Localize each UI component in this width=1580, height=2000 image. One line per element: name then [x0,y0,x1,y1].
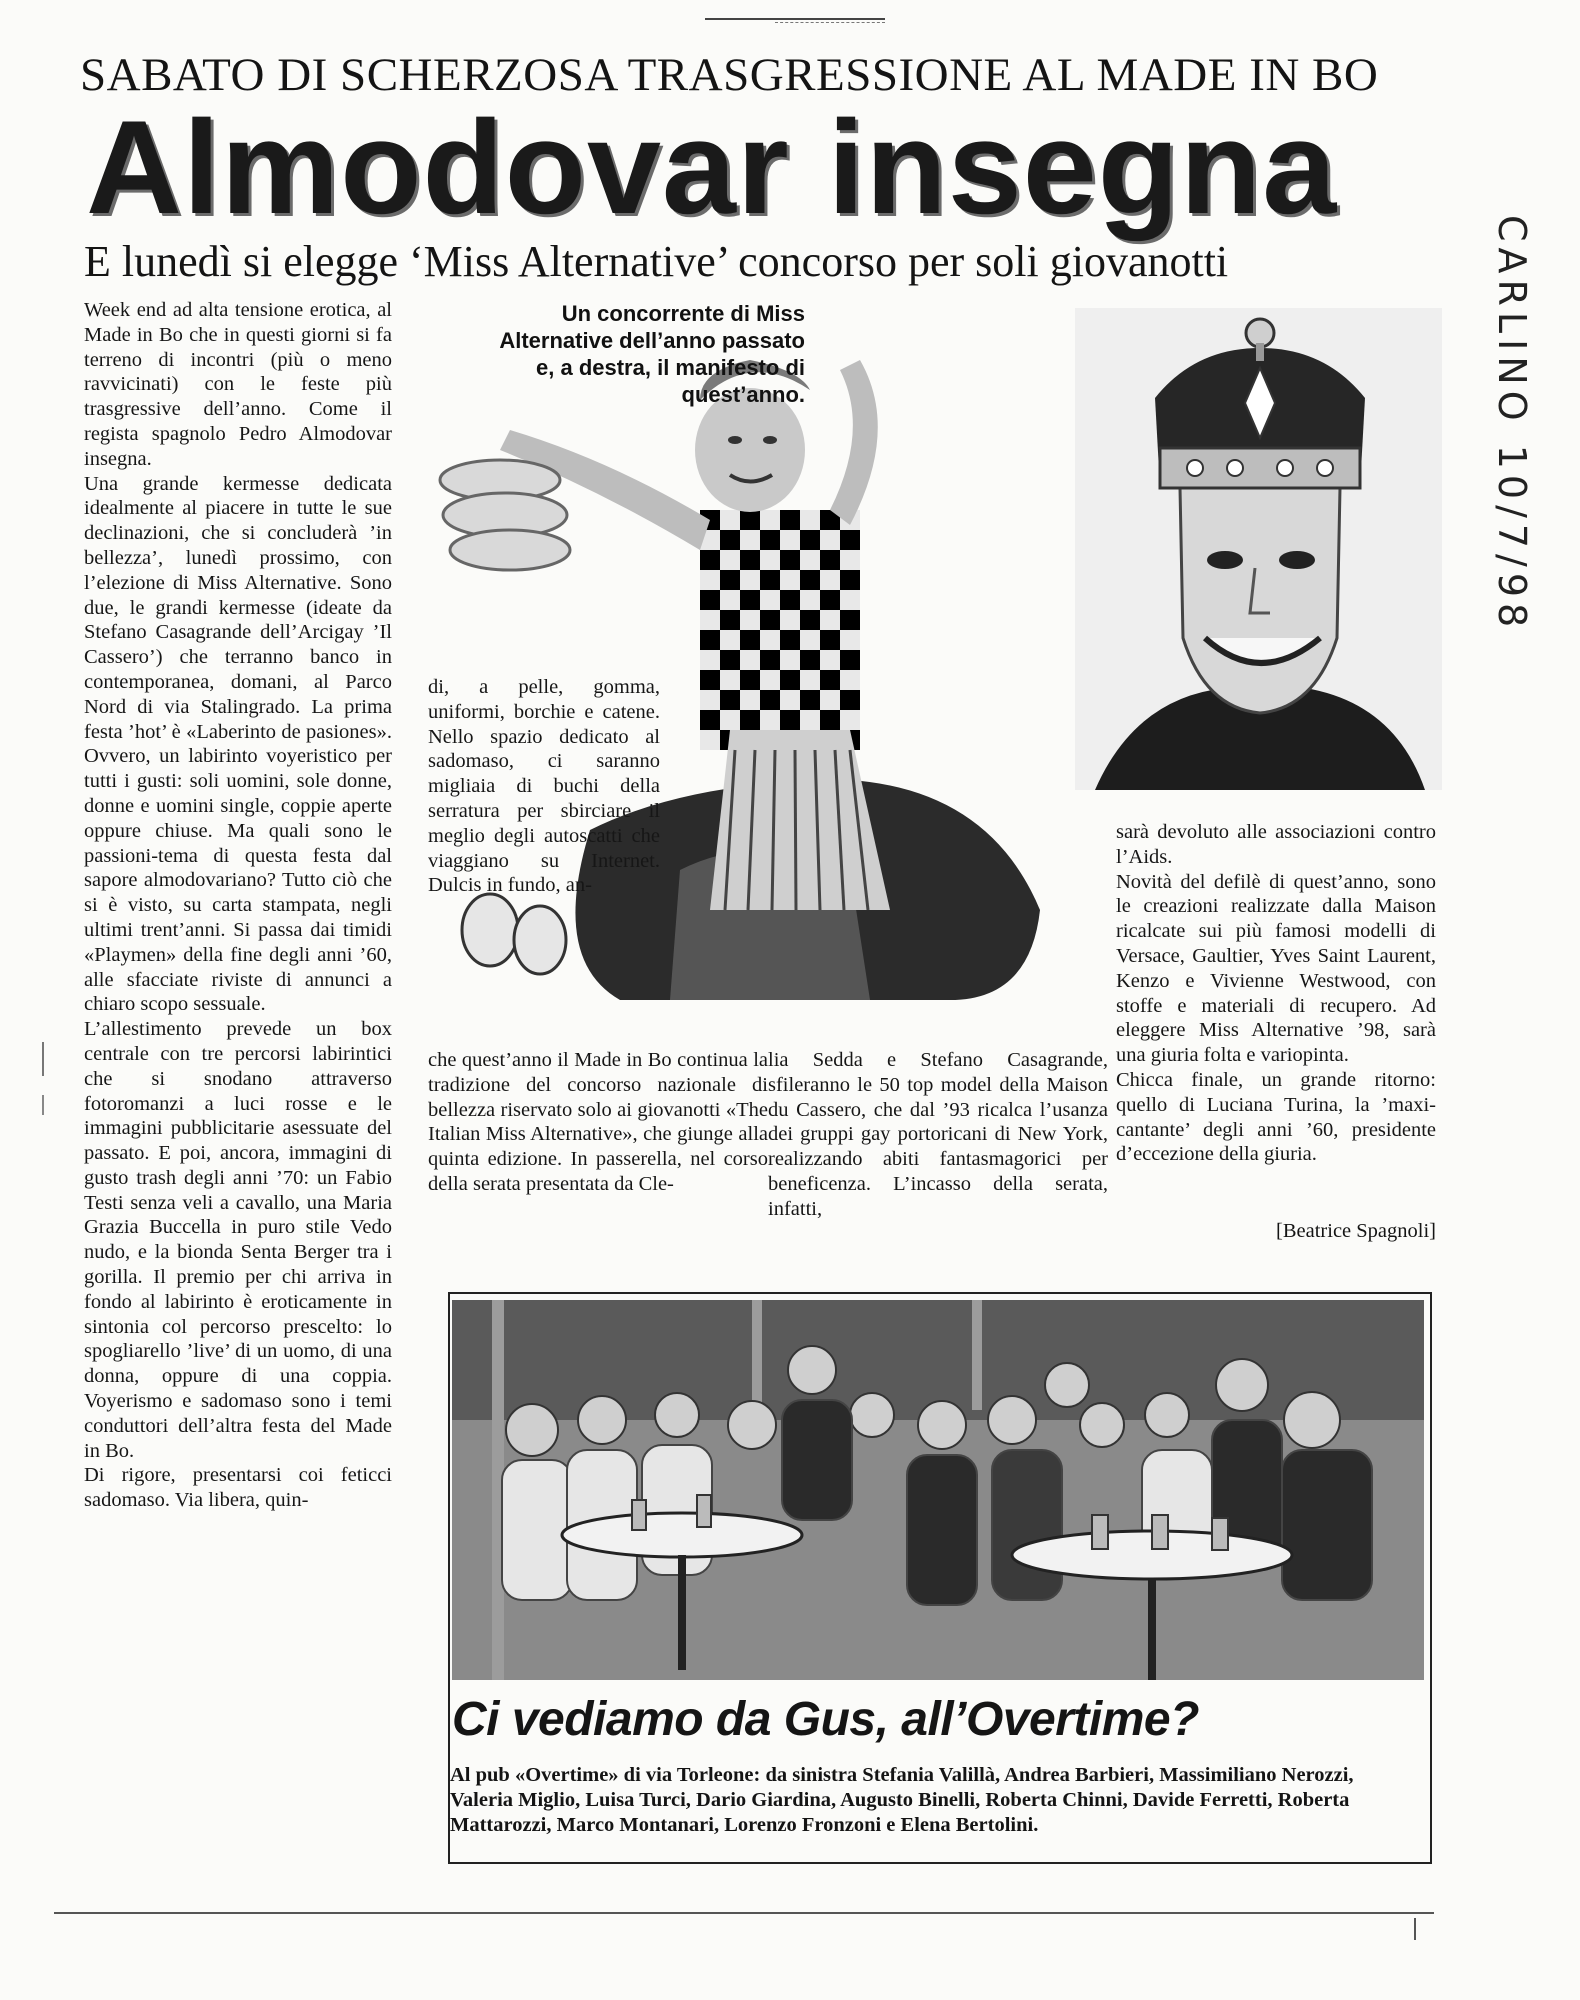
check-square [800,530,820,550]
paragraph: Week end ad alta tensione erotica, al Made in Bo che in questi giorni si fa terreno di incontri (più o meno ravvicinati) con le feste più trasgressive dell’anno. Come il regista spagnolo Pedro Almodovar insegna. [84,299,392,470]
check-square [820,710,840,730]
check-square [740,510,760,530]
check-square [840,570,860,590]
article-column-2 [428,1048,768,1197]
paragraph: L’allestimento prevede un box centrale con tre percorsi labirintici che si snodano attraverso fotoromanzi a luci rosse e le immagini pubblicitarie asessuate del passato. E poi, ancora, immagini di gusto trash degli anni ’70: un Fabio Testi senza veli a cavallo, una Maria Grazia Buccella in puro stile Vedo nudo, e la bionda Senta Berger tra i gorilla. Il premio per chi arriva in fondo al labirinto è eroticamente in sintonia col percorso prescelto: lo spogliarello ’live’ di un uomo, di una donna, oppure di una coppia. Voyerismo e sadomaso sono i temi conduttori dell’altra festa del Made in Bo. [84,1018,392,1462]
paragraph: sarà devoluto alle associazioni contro l’Aids. [1116,821,1436,868]
check-square [800,650,820,670]
check-square [740,590,760,610]
check-square [780,630,800,650]
check-square [740,630,760,650]
check-square [740,550,760,570]
check-square [780,710,800,730]
check-square [720,530,740,550]
top-rule-dashed [775,22,885,23]
check-square [840,530,860,550]
check-square [720,690,740,710]
check-square [800,690,820,710]
bottom-tick [1414,1918,1416,1940]
box-caption: Al pub «Overtime» di via Torleone: da sinistra Stefania Valillà, Andrea Barbieri, Massimiliano Nerozzi, Valeria Miglio, Luisa Turci, Dario Giardina, Augusto Binelli, Roberta Chinni, Davide Ferretti, Roberta Mattarozzi, Marco Montanari, Lorenzo Fronzoni e Elena Bertolini. [450,1764,1354,1836]
photo-caption: Un concorrente di Miss Alternative dell’anno passato e, a destra, il manifesto di quest’anno. [499,301,805,407]
check-square [820,670,840,690]
margin-mark [42,1095,44,1115]
check-square [780,550,800,570]
check-square [700,710,720,730]
photo-crowned-man-poster [1075,308,1442,790]
check-square [700,670,720,690]
check-square [820,630,840,650]
article-column-4 [1116,820,1436,1167]
check-square [760,570,780,590]
check-square [840,690,860,710]
check-square [740,710,760,730]
margin-mark [42,1042,44,1076]
byline: [Beatrice Spagnoli] [1276,1220,1436,1242]
check-square [760,530,780,550]
top-rule [705,18,885,20]
paragraph: di, a pelle, gomma, uniformi, borchie e catene. Nello spazio dedicato al sadomaso, ci saranno migliaia di buchi della serratura per sbirciare il meglio degli autoscatti che viaggiano su Internet. Dulcis in fundo, an- [428,676,660,897]
check-square [720,570,740,590]
paragraph: Di rigore, presentarsi coi feticci sadomaso. Via libera, quin- [84,1464,392,1512]
paragraph: Novità del defilè di quest’anno, sono le creazioni realizzate dalla Maison ricalcate sui più famosi modelli di Versace, Gaultier, Yves Saint Laurent, Kenzo e Vivienne Westwood, con stoffe e materiali di recupero. Ad eleggere Miss Alternative ’98, sarà una giuria folta e variopinta. [1116,870,1436,1067]
headline: Almodovar insegna [86,94,1338,242]
check-square [760,610,780,630]
check-square [740,670,760,690]
check-square [780,590,800,610]
paragraph: Una grande kermesse dedicata idealmente al piacere in tutte le sue declinazioni, che si concluderà ’in bellezza’, lunedì prossimo, con l’elezione di Miss Alternative. Sono due, le grandi kermesse (ideate da Stefano Casagrande dell’Arcigay ’Il Cassero’) che terranno banco in contemporanea, domani, al Parco Nord di via Stalingrado. La prima festa ’hot’ è «Laberinto de pasiones». Ovvero, un labirinto voyeristico per tutti i gusti: soli uomini, sole donne, donne e uomini single, coppie aperte oppure chiuse. Ma quali sono le passioni-tema di questa festa dal sapore almodovariano? Tutto ciò che si è visto, su carta stampata, negli ultimi trent’anni. Si passa dai timidi «Playmen» della fine degli anni ’60, alle sfacciate riviste di annunci a chiaro scopo sessuale. [84,472,392,1016]
article-column-1 [84,298,392,1513]
check-square [700,590,720,610]
check-square [700,550,720,570]
check-square [800,610,820,630]
check-square [700,630,720,650]
check-square [840,610,860,630]
handwritten-note: CARLINO 10/7/98 [1490,215,1534,634]
check-square [800,570,820,590]
check-square [780,670,800,690]
subhead: E lunedì si elegge ‘Miss Alternative’ concorso per soli giovanotti [84,237,1229,286]
check-square [840,650,860,670]
check-square [720,610,740,630]
article-column-3 [768,1048,1108,1222]
check-square [720,650,740,670]
box-title: Ci vediamo da Gus, all’Overtime? [452,1693,1199,1746]
bottom-rule [54,1912,1434,1914]
paragraph: che quest’anno il Made in Bo continua la tradizione del concorso nazionale di bellezza riservato solo ai giovanotti «The Italian Miss Alternative», che giunge alla quinta edizione. In passerella, nel corso della serata presentata da Cle- [428,1049,768,1195]
paragraph: lia Sedda e Stefano Casagrande, sfileranno le 50 top model della Maison du Cassero, che dal ’93 ricalca l’usanza dei gruppi gay portoricani di New York, realizzando abiti fantasmagorici per beneficenza. L’incasso della serata, infatti, [768,1049,1108,1220]
check-square [780,510,800,530]
check-square [760,690,780,710]
photo-group-at-pub [452,1300,1424,1680]
article-column-2-top [428,675,660,898]
paragraph: Chicca finale, un grande ritorno: quello di Luciana Turina, la ’maxi-cantante’ degli anni ’60, presidente d’eccezione della giuria. [1116,1068,1436,1166]
check-square [760,650,780,670]
check-square [820,590,840,610]
check-square [820,550,840,570]
kicker: SABATO DI SCHERZOSA TRASGRESSIONE AL MADE IN BO [80,49,1379,101]
